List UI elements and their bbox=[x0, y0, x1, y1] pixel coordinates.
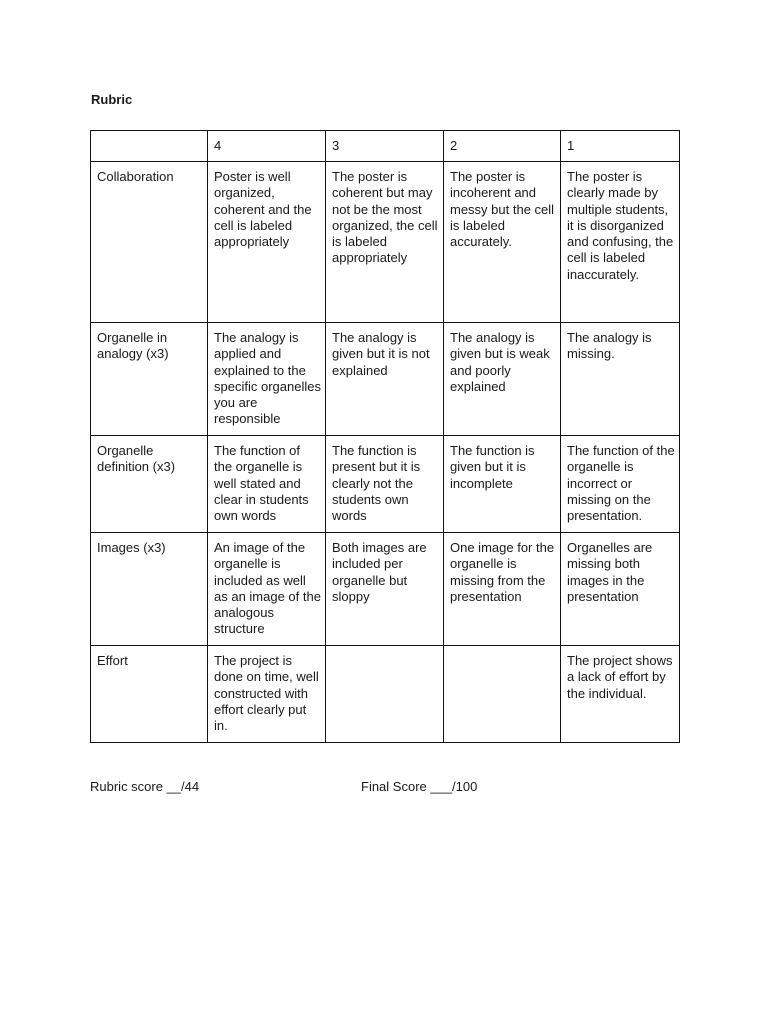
score-4-cell: The function of the organelle is well stated and clear in students own words bbox=[208, 436, 326, 533]
score-1-cell: The analogy is missing. bbox=[561, 323, 680, 436]
header-cell-score-4: 4 bbox=[208, 131, 326, 162]
header-cell-criterion bbox=[91, 131, 208, 162]
criterion-cell: Organelle in analogy (x3) bbox=[91, 323, 208, 436]
score-4-cell: The analogy is applied and explained to the specific organelles you are responsible bbox=[208, 323, 326, 436]
rubric-row-effort bbox=[91, 646, 680, 743]
score-2-cell: The poster is incoherent and messy but the cell is labeled accurately. bbox=[444, 162, 561, 323]
rubric-table bbox=[90, 130, 680, 743]
score-3-cell: Both images are included per organelle but sloppy bbox=[326, 533, 444, 646]
score-3-cell: The function is present but it is clearly not the students own words bbox=[326, 436, 444, 533]
score-1-cell: The project shows a lack of effort by the individual. bbox=[561, 646, 680, 743]
score-3-cell: The poster is coherent but may not be the most organized, the cell is labeled appropriately bbox=[326, 162, 444, 323]
score-2-cell bbox=[444, 646, 561, 743]
score-1-cell: The function of the organelle is incorrect or missing on the presentation. bbox=[561, 436, 680, 533]
rubric-row-images bbox=[91, 533, 680, 646]
criterion-cell: Effort bbox=[91, 646, 208, 743]
page-heading: Rubric bbox=[91, 92, 133, 107]
rubric-header-row bbox=[91, 131, 680, 162]
score-2-cell: The analogy is given but is weak and poorly explained bbox=[444, 323, 561, 436]
score-4-cell: Poster is well organized, coherent and the cell is labeled appropriately bbox=[208, 162, 326, 323]
rubric-score-text: Rubric score __/44 bbox=[90, 779, 200, 794]
score-2-cell: One image for the organelle is missing from the presentation bbox=[444, 533, 561, 646]
criterion-cell: Images (x3) bbox=[91, 533, 208, 646]
score-3-cell: The analogy is given but it is not explained bbox=[326, 323, 444, 436]
final-score-text: Final Score ___/100 bbox=[361, 779, 478, 794]
score-2-cell: The function is given but it is incomplete bbox=[444, 436, 561, 533]
header-cell-score-1: 1 bbox=[561, 131, 680, 162]
score-4-cell: The project is done on time, well constructed with effort clearly put in. bbox=[208, 646, 326, 743]
score-3-cell bbox=[326, 646, 444, 743]
score-1-cell: The poster is clearly made by multiple students, it is disorganized and confusing, the cell is labeled inaccurately. bbox=[561, 162, 680, 323]
header-cell-score-3: 3 bbox=[326, 131, 444, 162]
header-cell-score-2: 2 bbox=[444, 131, 561, 162]
rubric-row-organelle-definition bbox=[91, 436, 680, 533]
score-4-cell: An image of the organelle is included as well as an image of the analogous structure bbox=[208, 533, 326, 646]
score-1-cell: Organelles are missing both images in the presentation bbox=[561, 533, 680, 646]
rubric-row-organelle-analogy bbox=[91, 323, 680, 436]
criterion-cell: Collaboration bbox=[91, 162, 208, 323]
rubric-row-collaboration bbox=[91, 162, 680, 323]
criterion-cell: Organelle definition (x3) bbox=[91, 436, 208, 533]
